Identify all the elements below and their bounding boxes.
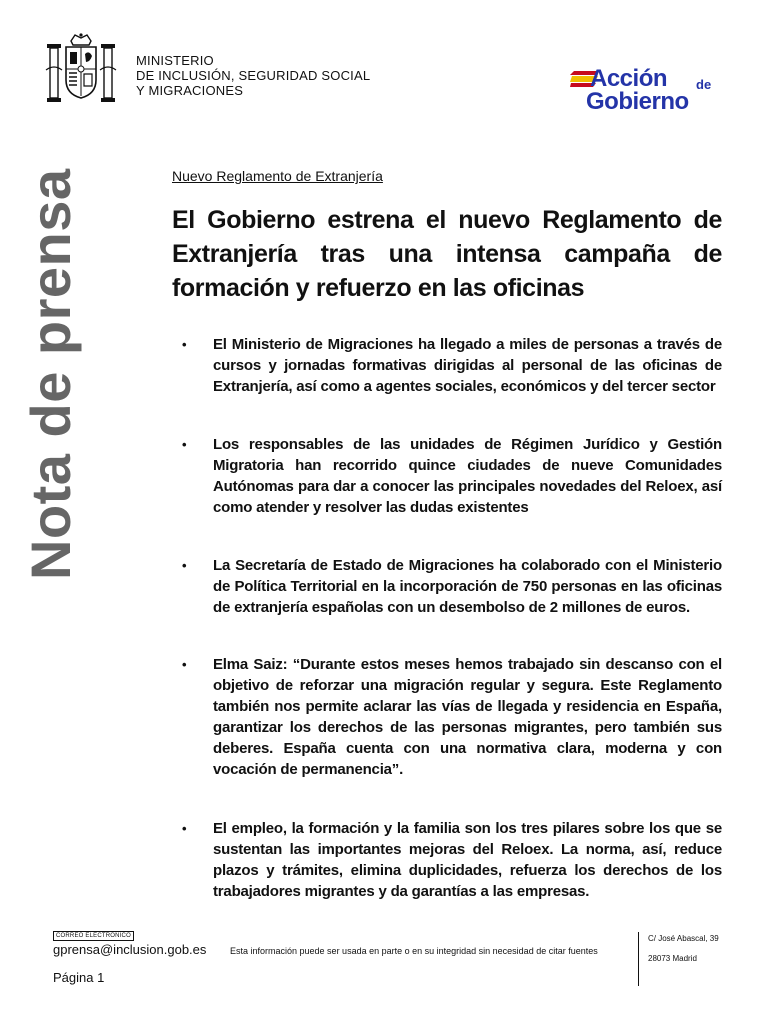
logo-word-de: de [696,77,712,92]
ministry-name [136,53,370,98]
bullet-text: El empleo, la formación y la familia son los tres pilares sobre los que se sustentan las importantes mejoras del Reloex. La norma, así, reduce plazos y trámites, elimina duplicidades, refuerza los derechos de los trabajadores migrantes y da garantías a las empresas. [213,820,722,900]
bullet-item [182,334,722,397]
bullet-text: La Secretaría de Estado de Migraciones ha colaborado con el Ministerio de Política Territorial en la incorporación de 750 personas en las oficinas de extranjería españolas con un desembolso de 2 millones de euros. [213,557,722,616]
bullet-item [182,654,722,780]
coat-of-arms-icon [44,32,118,104]
bullet-text: Elma Saiz: “Durante estos meses hemos trabajado sin descanso con el objetivo de reforzar una migración regular y segura. Este Reglamento también nos permite aclarar las vías de llegada y residencia en España, garantizar los derechos de las personas migrantes, pero también sus deberes. España cuenta con una normativa clara, moderna y con vocación de permanencia”. [213,656,722,778]
address-city: 28073 Madrid [648,954,697,963]
bullet-text: El Ministerio de Migraciones ha llegado a miles de personas a través de cursos y jornadas formativas dirigidas al personal de las oficinas de Extranjería, así como a agentes sociales, económicos y del tercer sector [213,336,722,395]
email-label: CORREO ELECTRÓNICO [53,931,134,941]
ministry-line: MINISTERIO [136,53,214,68]
bullet-text: Los responsables de las unidades de Régimen Jurídico y Gestión Migratoria han recorrido quince ciudades de nueve Comunidades Autónomas para dar a conocer las principales novedades del Reloex, así como atender y resolver las dudas existentes [213,436,722,516]
bullet-item [182,818,722,902]
ministry-line: Y MIGRACIONES [136,83,244,98]
bullet-icon: • [182,657,187,672]
bullet-icon: • [182,558,187,573]
logo-word-accion: Acción [590,65,668,92]
bullet-icon: • [182,821,187,836]
bullet-item [182,434,722,518]
bullet-item [182,555,722,618]
footer-divider [638,932,639,986]
address-street: C/ José Abascal, 39 [648,934,719,943]
headline: El Gobierno estrena el nuevo Reglamento de Extranjería tras una intensa campaña de formación y refuerzo en las oficinas [172,206,722,302]
logo-word-gobierno: Gobierno [586,88,689,115]
bullet-icon: • [182,437,187,452]
accion-de-gobierno-logo [570,66,730,118]
section-title: Nuevo Reglamento de Extranjería [172,168,383,184]
ministry-line: DE INCLUSIÓN, SEGURIDAD SOCIAL [136,68,371,83]
email-link[interactable]: gprensa@inclusion.gob.es [53,942,207,957]
page-number: Página 1 [53,970,105,985]
disclaimer-text: Esta información puede ser usada en parte o en su integridad sin necesidad de citar fuentes [230,946,598,956]
bullet-icon: • [182,337,187,352]
press-release-label: Nota de prensa [19,168,82,580]
